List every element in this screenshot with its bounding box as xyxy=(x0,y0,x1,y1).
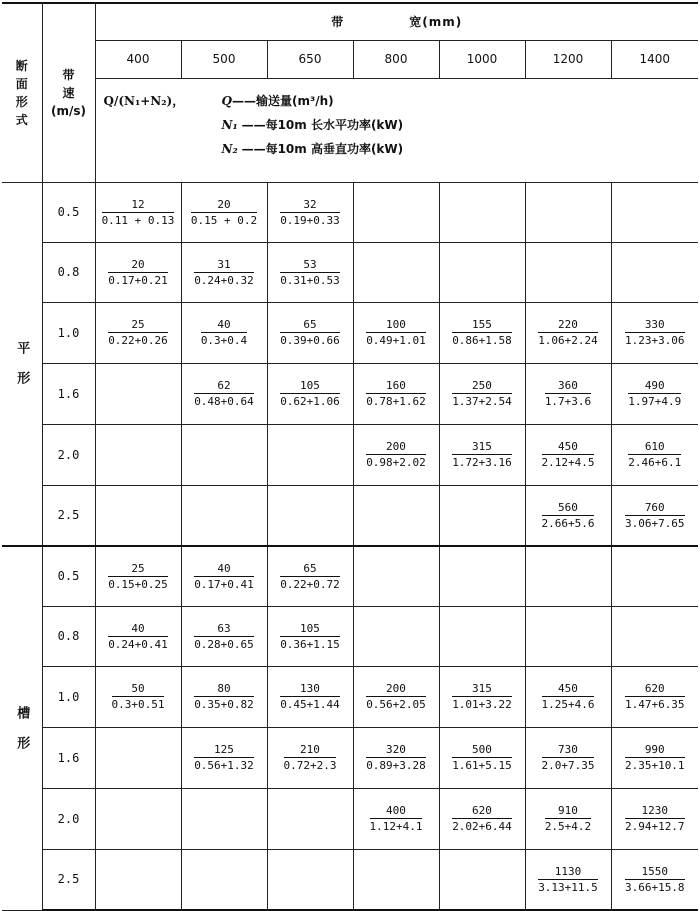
capacity-fraction xyxy=(545,379,591,408)
power-value: 0.62+1.06 xyxy=(280,395,340,408)
throughput-value: 760 xyxy=(625,501,685,516)
width-header-cell: 650 xyxy=(267,40,353,78)
capacity-cell xyxy=(181,788,267,849)
speed-cell: 0.5 xyxy=(42,182,95,242)
capacity-cell xyxy=(525,606,611,666)
throughput-value: 50 xyxy=(112,682,165,697)
throughput-value: 62 xyxy=(194,379,254,394)
throughput-value: 40 xyxy=(201,318,247,333)
power-value: 0.45+1.44 xyxy=(280,698,340,711)
capacity-fraction xyxy=(366,318,426,347)
capacity-fraction xyxy=(452,318,512,347)
capacity-fraction xyxy=(280,318,340,347)
power-value: 0.3+0.4 xyxy=(200,334,248,347)
throughput-value: 65 xyxy=(280,318,340,333)
capacity-cell xyxy=(525,424,611,485)
table-row xyxy=(2,666,698,727)
capacity-cell xyxy=(267,666,353,727)
capacity-fraction xyxy=(194,682,254,711)
throughput-value: 315 xyxy=(452,440,512,455)
capacity-fraction xyxy=(452,804,512,833)
width-header-cell: 1200 xyxy=(525,40,611,78)
throughput-value: 560 xyxy=(542,501,595,516)
throughput-value: 105 xyxy=(280,379,340,394)
capacity-cell xyxy=(181,242,267,302)
capacity-cell xyxy=(439,788,525,849)
capacity-cell xyxy=(611,849,698,910)
capacity-cell xyxy=(267,182,353,242)
power-value: 1.47+6.35 xyxy=(624,698,685,711)
capacity-cell xyxy=(439,546,525,606)
capacity-cell xyxy=(611,788,698,849)
capacity-cell xyxy=(611,424,698,485)
capacity-fraction xyxy=(366,440,426,469)
capacity-cell xyxy=(267,242,353,302)
power-value: 1.25+4.6 xyxy=(541,698,595,711)
capacity-cell xyxy=(439,666,525,727)
capacity-fraction xyxy=(545,804,591,833)
capacity-cell xyxy=(181,727,267,788)
table-row xyxy=(2,606,698,666)
capacity-fraction xyxy=(280,682,340,711)
throughput-value: 100 xyxy=(366,318,426,333)
power-value: 0.89+3.28 xyxy=(366,759,426,772)
speed-cell: 0.8 xyxy=(42,242,95,302)
throughput-value: 450 xyxy=(542,682,595,697)
capacity-cell xyxy=(95,182,181,242)
capacity-cell xyxy=(353,606,439,666)
capacity-cell xyxy=(267,424,353,485)
capacity-cell xyxy=(525,363,611,424)
table-row xyxy=(2,849,698,910)
power-value: 3.66+15.8 xyxy=(624,880,685,894)
capacity-cell xyxy=(353,302,439,363)
throughput-value: 250 xyxy=(452,379,512,394)
capacity-cell xyxy=(267,546,353,606)
power-value: 2.12+4.5 xyxy=(541,456,595,469)
throughput-value: 500 xyxy=(452,743,512,758)
capacity-cell xyxy=(611,485,698,546)
throughput-value: 610 xyxy=(628,440,681,455)
throughput-value: 320 xyxy=(366,743,426,758)
capacity-cell xyxy=(95,666,181,727)
capacity-fraction xyxy=(625,743,685,772)
capacity-cell xyxy=(267,727,353,788)
capacity-cell xyxy=(95,727,181,788)
capacity-fraction xyxy=(108,318,168,347)
capacity-cell xyxy=(525,849,611,910)
throughput-value: 1230 xyxy=(625,804,685,819)
capacity-fraction xyxy=(542,501,595,530)
throughput-value: 200 xyxy=(366,440,426,455)
capacity-cell xyxy=(181,302,267,363)
capacity-cell xyxy=(611,182,698,242)
capacity-cell xyxy=(353,546,439,606)
capacity-cell xyxy=(353,242,439,302)
capacity-fraction xyxy=(280,198,340,227)
capacity-cell xyxy=(525,302,611,363)
throughput-value: 20 xyxy=(108,258,168,273)
capacity-cell xyxy=(611,242,698,302)
power-value: 0.17+0.41 xyxy=(194,577,254,591)
table-row xyxy=(2,242,698,302)
power-value: 0.15 + 0.2 xyxy=(190,213,258,227)
capacity-cell xyxy=(525,666,611,727)
capacity-fraction xyxy=(538,865,598,894)
power-value: 2.02+6.44 xyxy=(452,820,512,833)
capacity-fraction xyxy=(370,804,423,833)
capacity-fraction xyxy=(625,501,685,530)
table-row xyxy=(2,546,698,606)
capacity-cell xyxy=(353,363,439,424)
section-label-cell xyxy=(2,546,42,910)
power-value: 0.17+0.21 xyxy=(108,273,168,287)
capacity-fraction xyxy=(366,743,426,772)
capacity-cell xyxy=(95,546,181,606)
speed-cell: 0.5 xyxy=(42,546,95,606)
throughput-value: 31 xyxy=(194,258,254,273)
capacity-cell xyxy=(439,182,525,242)
capacity-cell xyxy=(181,849,267,910)
capacity-cell xyxy=(267,302,353,363)
power-value: 0.22+0.26 xyxy=(108,334,168,347)
power-value: 3.06+7.65 xyxy=(624,516,685,530)
power-value: 1.7+3.6 xyxy=(544,395,592,408)
capacity-cell xyxy=(353,727,439,788)
power-value: 0.56+1.32 xyxy=(194,759,254,772)
power-value: 0.31+0.53 xyxy=(280,273,340,287)
table-row xyxy=(2,788,698,849)
capacity-cell xyxy=(181,606,267,666)
capacity-cell xyxy=(611,727,698,788)
throughput-value: 80 xyxy=(194,682,254,697)
throughput-value: 125 xyxy=(194,743,254,758)
capacity-fraction xyxy=(625,318,685,347)
speed-cell: 2.0 xyxy=(42,788,95,849)
throughput-value: 330 xyxy=(625,318,685,333)
capacity-cell xyxy=(353,485,439,546)
throughput-value: 400 xyxy=(370,804,423,819)
throughput-value: 620 xyxy=(625,682,685,697)
capacity-cell xyxy=(181,666,267,727)
power-value: 0.35+0.82 xyxy=(194,698,254,711)
throughput-value: 160 xyxy=(366,379,426,394)
table-row xyxy=(2,485,698,546)
speed-cell: 1.0 xyxy=(42,302,95,363)
capacity-fraction xyxy=(625,804,685,833)
capacity-fraction xyxy=(625,865,685,894)
formula-note: Q/(N₁+N₂)， Q——输送量(m³/h) N₁ ——每10m 长水平功率(kW) N₂ ——每10m 高垂直功率(kW) xyxy=(95,78,698,182)
width-header-cell: 500 xyxy=(181,40,267,78)
width-header-cell: 800 xyxy=(353,40,439,78)
capacity-cell xyxy=(181,363,267,424)
capacity-fraction xyxy=(191,198,257,227)
capacity-cell xyxy=(95,242,181,302)
capacity-cell xyxy=(525,242,611,302)
capacity-cell xyxy=(95,363,181,424)
power-value: 1.23+3.06 xyxy=(624,334,685,347)
throughput-value: 12 xyxy=(102,198,175,213)
power-value: 0.19+0.33 xyxy=(280,213,340,227)
power-value: 0.48+0.64 xyxy=(194,395,254,408)
capacity-fraction xyxy=(542,743,595,772)
capacity-fraction xyxy=(194,258,254,287)
capacity-fraction xyxy=(102,198,175,227)
section-label: 平 形 xyxy=(14,341,30,387)
capacity-fraction xyxy=(194,743,254,772)
capacity-cell xyxy=(611,363,698,424)
power-value: 0.15+0.25 xyxy=(108,577,168,591)
power-value: 1.01+3.22 xyxy=(452,698,512,711)
capacity-cell xyxy=(439,849,525,910)
throughput-value: 65 xyxy=(280,562,340,577)
throughput-value: 910 xyxy=(545,804,591,819)
capacity-fraction xyxy=(108,258,168,287)
capacity-cell xyxy=(95,424,181,485)
throughput-value: 730 xyxy=(542,743,595,758)
capacity-cell xyxy=(525,727,611,788)
power-value: 2.35+10.1 xyxy=(624,759,685,772)
throughput-value: 210 xyxy=(284,743,337,758)
throughput-value: 315 xyxy=(452,682,512,697)
section-label: 槽 形 xyxy=(14,705,30,751)
speed-cell: 2.5 xyxy=(42,849,95,910)
throughput-value: 105 xyxy=(280,622,340,637)
capacity-cell xyxy=(267,849,353,910)
capacity-cell xyxy=(95,849,181,910)
capacity-cell xyxy=(267,606,353,666)
throughput-value: 1550 xyxy=(625,865,685,880)
capacity-fraction xyxy=(452,682,512,711)
capacity-fraction xyxy=(194,622,254,651)
capacity-cell xyxy=(267,363,353,424)
capacity-cell xyxy=(525,485,611,546)
throughput-value: 1130 xyxy=(538,865,598,880)
capacity-cell xyxy=(611,666,698,727)
power-value: 0.24+0.32 xyxy=(194,273,254,287)
power-value: 0.86+1.58 xyxy=(452,334,512,347)
capacity-fraction xyxy=(538,318,598,347)
speed-cell: 1.0 xyxy=(42,666,95,727)
power-value: 0.22+0.72 xyxy=(280,577,340,591)
capacity-fraction xyxy=(284,743,337,772)
power-value: 0.36+1.15 xyxy=(280,637,340,651)
power-value: 0.49+1.01 xyxy=(366,334,426,347)
table-row xyxy=(2,424,698,485)
bandwidth-title: 带 宽(mm) xyxy=(95,3,698,40)
throughput-value: 200 xyxy=(366,682,426,697)
throughput-value: 25 xyxy=(108,318,168,333)
capacity-fraction xyxy=(628,440,681,469)
power-value: 2.66+5.6 xyxy=(541,516,595,530)
capacity-cell xyxy=(95,485,181,546)
capacity-cell xyxy=(525,182,611,242)
power-value: 1.61+5.15 xyxy=(452,759,512,772)
capacity-cell xyxy=(95,302,181,363)
power-value: 0.72+2.3 xyxy=(283,759,337,772)
throughput-value: 40 xyxy=(194,562,254,577)
throughput-value: 990 xyxy=(625,743,685,758)
capacity-cell xyxy=(181,182,267,242)
throughput-value: 450 xyxy=(542,440,595,455)
throughput-value: 53 xyxy=(280,258,340,273)
capacity-cell xyxy=(439,727,525,788)
throughput-value: 220 xyxy=(538,318,598,333)
belt-capacity-table xyxy=(2,2,698,911)
capacity-fraction xyxy=(542,682,595,711)
capacity-cell xyxy=(525,788,611,849)
power-value: 2.46+6.1 xyxy=(628,456,682,469)
capacity-cell xyxy=(439,363,525,424)
power-value: 1.37+2.54 xyxy=(452,395,512,408)
capacity-cell xyxy=(353,182,439,242)
throughput-value: 155 xyxy=(452,318,512,333)
capacity-fraction xyxy=(280,379,340,408)
capacity-fraction xyxy=(280,622,340,651)
power-value: 0.24+0.41 xyxy=(108,637,168,651)
capacity-cell xyxy=(353,788,439,849)
capacity-fraction xyxy=(452,379,512,408)
power-value: 0.3+0.51 xyxy=(111,698,165,711)
capacity-cell xyxy=(353,666,439,727)
capacity-fraction xyxy=(108,622,168,651)
capacity-fraction xyxy=(194,379,254,408)
power-value: 0.39+0.66 xyxy=(280,334,340,347)
capacity-fraction xyxy=(366,379,426,408)
capacity-cell xyxy=(439,485,525,546)
power-value: 0.28+0.65 xyxy=(194,637,254,651)
power-value: 3.13+11.5 xyxy=(538,880,598,894)
throughput-value: 32 xyxy=(280,198,340,213)
power-value: 0.11 + 0.13 xyxy=(101,213,175,227)
power-value: 2.0+7.35 xyxy=(541,759,595,772)
capacity-cell xyxy=(181,424,267,485)
capacity-cell xyxy=(611,546,698,606)
table-row xyxy=(2,182,698,242)
power-value: 0.98+2.02 xyxy=(366,456,426,469)
capacity-cell xyxy=(439,606,525,666)
throughput-value: 490 xyxy=(628,379,681,394)
power-value: 1.06+2.24 xyxy=(538,334,598,347)
speed-cell: 1.6 xyxy=(42,727,95,788)
speed-cell: 2.0 xyxy=(42,424,95,485)
power-value: 0.78+1.62 xyxy=(366,395,426,408)
capacity-cell xyxy=(267,788,353,849)
capacity-cell xyxy=(439,302,525,363)
width-header-cell: 1000 xyxy=(439,40,525,78)
throughput-value: 63 xyxy=(194,622,254,637)
capacity-cell xyxy=(439,242,525,302)
width-header-cell: 1400 xyxy=(611,40,698,78)
capacity-cell xyxy=(95,788,181,849)
belt-speed-header: 带 速 (m/s) xyxy=(42,3,95,182)
section-label-cell xyxy=(2,182,42,546)
table-row xyxy=(2,363,698,424)
power-value: 2.94+12.7 xyxy=(624,820,685,833)
width-header-cell: 400 xyxy=(95,40,181,78)
capacity-cell xyxy=(267,485,353,546)
capacity-fraction xyxy=(112,682,165,711)
throughput-value: 20 xyxy=(191,198,257,213)
capacity-fraction xyxy=(452,743,512,772)
capacity-fraction xyxy=(366,682,426,711)
speed-cell: 2.5 xyxy=(42,485,95,546)
capacity-fraction xyxy=(452,440,512,469)
table-row xyxy=(2,302,698,363)
capacity-fraction xyxy=(201,318,247,347)
table-row xyxy=(2,727,698,788)
capacity-fraction xyxy=(625,682,685,711)
speed-cell: 1.6 xyxy=(42,363,95,424)
power-value: 2.5+4.2 xyxy=(544,820,592,833)
capacity-cell xyxy=(353,424,439,485)
capacity-fraction xyxy=(628,379,681,408)
capacity-fraction xyxy=(542,440,595,469)
capacity-cell xyxy=(525,546,611,606)
power-value: 1.72+3.16 xyxy=(452,456,512,469)
throughput-value: 360 xyxy=(545,379,591,394)
capacity-cell xyxy=(611,606,698,666)
capacity-fraction xyxy=(194,562,254,591)
section-type-header: 断 面 形 式 xyxy=(2,3,42,182)
capacity-cell xyxy=(611,302,698,363)
throughput-value: 40 xyxy=(108,622,168,637)
speed-cell: 0.8 xyxy=(42,606,95,666)
capacity-cell xyxy=(439,424,525,485)
capacity-fraction xyxy=(280,562,340,591)
power-value: 0.56+2.05 xyxy=(366,698,426,711)
throughput-value: 25 xyxy=(108,562,168,577)
formula-text: Q/(N₁+N₂)， xyxy=(103,93,185,108)
throughput-value: 130 xyxy=(280,682,340,697)
capacity-cell xyxy=(181,485,267,546)
capacity-cell xyxy=(353,849,439,910)
power-value: 1.97+4.9 xyxy=(628,395,682,408)
capacity-fraction xyxy=(108,562,168,591)
capacity-fraction xyxy=(280,258,340,287)
throughput-value: 620 xyxy=(452,804,512,819)
power-value: 1.12+4.1 xyxy=(369,820,423,833)
capacity-cell xyxy=(95,606,181,666)
capacity-cell xyxy=(181,546,267,606)
